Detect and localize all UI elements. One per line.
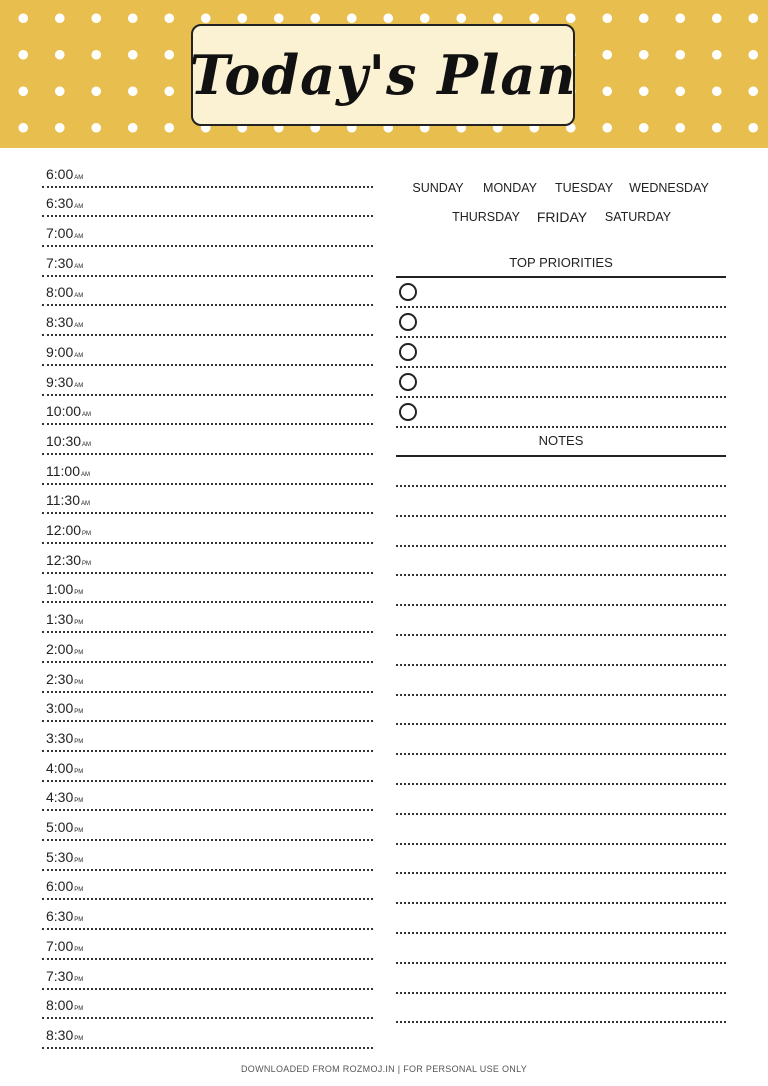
time-slot-row[interactable] <box>42 514 373 544</box>
note-line[interactable] <box>396 515 726 517</box>
time-slot-label <box>46 671 83 687</box>
time-slot-row[interactable] <box>42 871 373 901</box>
time-value: 12:30 <box>46 551 82 568</box>
time-period: PM <box>74 738 84 745</box>
title-box <box>191 24 575 126</box>
time-period: PM <box>82 531 92 538</box>
time-period: PM <box>74 590 84 597</box>
time-period: AM <box>74 234 84 241</box>
time-value: 1:00 <box>46 581 74 598</box>
time-slot-label <box>46 522 91 538</box>
time-value: 11:00 <box>46 462 80 479</box>
time-value: 7:30 <box>46 967 74 984</box>
time-period: PM <box>74 887 84 894</box>
time-slot-row[interactable] <box>42 663 373 693</box>
time-slot-label <box>46 849 83 865</box>
time-value: 6:00 <box>46 878 74 895</box>
time-value: 1:30 <box>46 611 74 628</box>
time-slot-label <box>46 997 83 1013</box>
time-value: 5:30 <box>46 848 74 865</box>
time-slot-row[interactable] <box>42 1019 373 1049</box>
time-slot-label <box>46 641 83 657</box>
time-value: 2:30 <box>46 670 74 687</box>
time-period: PM <box>74 649 84 656</box>
time-period: AM <box>81 471 90 478</box>
time-value: 6:30 <box>46 908 74 925</box>
day-option-wednesday[interactable]: WEDNESDAY <box>629 181 709 195</box>
time-slot-row[interactable] <box>42 693 373 723</box>
time-slot-row[interactable] <box>42 811 373 841</box>
time-slot-row[interactable] <box>42 901 373 931</box>
time-slot-row[interactable] <box>42 396 373 426</box>
time-slot-row[interactable] <box>42 217 373 247</box>
time-slot-label <box>46 492 90 508</box>
time-slot-label <box>46 700 83 716</box>
time-slot-label <box>46 255 83 271</box>
time-period: PM <box>74 1006 84 1013</box>
time-slot-row[interactable] <box>42 158 373 188</box>
time-period: AM <box>82 412 92 419</box>
time-slot-row[interactable] <box>42 277 373 307</box>
time-period: PM <box>74 709 84 716</box>
note-line[interactable] <box>396 574 726 576</box>
note-line[interactable] <box>396 664 726 666</box>
time-slot-row[interactable] <box>42 574 373 604</box>
time-period: PM <box>74 946 84 953</box>
time-slot-label <box>46 195 83 211</box>
time-slot-row[interactable] <box>42 485 373 515</box>
time-slot-row[interactable] <box>42 307 373 337</box>
priority-line[interactable] <box>396 306 726 308</box>
time-slot-row[interactable] <box>42 188 373 218</box>
priority-checkbox[interactable] <box>399 373 417 391</box>
time-period: AM <box>74 204 84 211</box>
day-option-sunday[interactable]: SUNDAY <box>412 181 464 195</box>
priority-checkbox[interactable] <box>399 283 417 301</box>
time-slot-row[interactable] <box>42 604 373 634</box>
priority-checkbox[interactable] <box>399 403 417 421</box>
priority-line[interactable] <box>396 426 726 428</box>
day-option-monday[interactable]: MONDAY <box>483 181 537 195</box>
time-slot-label <box>46 789 83 805</box>
time-period: PM <box>74 1035 84 1042</box>
time-slot-label <box>46 611 83 627</box>
note-line[interactable] <box>396 843 726 845</box>
note-line[interactable] <box>396 1021 726 1023</box>
time-slot-label <box>46 760 83 776</box>
time-slot-row[interactable] <box>42 990 373 1020</box>
time-slot-row[interactable] <box>42 960 373 990</box>
priority-checkbox[interactable] <box>399 313 417 331</box>
time-slot-row[interactable] <box>42 722 373 752</box>
time-value: 7:00 <box>46 937 74 954</box>
time-slot-row[interactable] <box>42 782 373 812</box>
time-slot-label <box>46 552 91 568</box>
time-period: PM <box>74 857 84 864</box>
time-value: 3:00 <box>46 700 74 717</box>
time-slot-row[interactable] <box>42 930 373 960</box>
priority-line[interactable] <box>396 336 726 338</box>
time-period: AM <box>74 323 84 330</box>
time-slot-label <box>46 403 91 419</box>
day-option-tuesday[interactable]: TUESDAY <box>554 181 614 195</box>
time-slot-label <box>46 968 83 984</box>
time-value: 9:00 <box>46 343 74 360</box>
time-period: PM <box>74 917 84 924</box>
time-value: 10:30 <box>46 432 82 449</box>
time-slot-label <box>46 433 91 449</box>
top-priorities-heading: TOP PRIORITIES <box>509 255 613 270</box>
time-value: 6:30 <box>46 195 74 212</box>
time-slot-row[interactable] <box>42 841 373 871</box>
time-slot-label <box>46 581 83 597</box>
time-period: AM <box>74 263 84 270</box>
note-line[interactable] <box>396 813 726 815</box>
time-period: PM <box>74 620 84 627</box>
note-line[interactable] <box>396 992 726 994</box>
time-slot-label <box>46 938 83 954</box>
notes-heading: NOTES <box>538 433 584 448</box>
time-slot-label <box>46 225 83 241</box>
day-option-friday[interactable]: FRIDAY <box>536 209 588 225</box>
time-slot-label <box>46 166 83 182</box>
time-value: 2:00 <box>46 640 74 657</box>
priority-line[interactable] <box>396 396 726 398</box>
time-period: AM <box>74 352 84 359</box>
day-option-thursday[interactable]: THURSDAY <box>452 210 520 224</box>
time-slot-row[interactable] <box>42 425 373 455</box>
day-option-saturday[interactable]: SATURDAY <box>604 210 672 224</box>
time-value: 6:00 <box>46 165 74 182</box>
time-slot-row[interactable] <box>42 544 373 574</box>
note-line[interactable] <box>396 753 726 755</box>
time-slot-label <box>46 374 83 390</box>
time-value: 3:30 <box>46 729 74 746</box>
priorities-divider <box>396 276 726 278</box>
time-value: 8:30 <box>46 314 74 331</box>
time-period: PM <box>74 976 84 983</box>
time-value: 12:00 <box>46 522 82 539</box>
time-period: AM <box>81 501 90 508</box>
footer-credit: DOWNLOADED FROM ROZMOJ.IN | FOR PERSONAL USE ONLY <box>240 1064 528 1074</box>
time-period: AM <box>82 441 92 448</box>
time-slot-label <box>46 730 83 746</box>
note-line[interactable] <box>396 783 726 785</box>
note-line[interactable] <box>396 694 726 696</box>
time-slot-label <box>46 819 83 835</box>
time-period: PM <box>74 798 84 805</box>
time-value: 10:00 <box>46 403 82 420</box>
time-slot-label <box>46 344 83 360</box>
page-title: Today's Plan <box>189 43 577 107</box>
time-period: AM <box>74 293 84 300</box>
time-slot-label <box>46 314 83 330</box>
time-period: PM <box>74 828 84 835</box>
time-slot-row[interactable] <box>42 247 373 277</box>
time-slot-row[interactable] <box>42 336 373 366</box>
time-value: 4:30 <box>46 789 74 806</box>
note-line[interactable] <box>396 634 726 636</box>
note-line[interactable] <box>396 723 726 725</box>
time-period: AM <box>74 174 84 181</box>
note-line[interactable] <box>396 932 726 934</box>
time-value: 7:00 <box>46 225 74 242</box>
time-slot-label <box>46 284 83 300</box>
time-period: PM <box>82 560 92 567</box>
priority-line[interactable] <box>396 366 726 368</box>
time-value: 8:00 <box>46 997 74 1014</box>
priority-checkbox[interactable] <box>399 343 417 361</box>
note-line[interactable] <box>396 902 726 904</box>
time-value: 4:00 <box>46 759 74 776</box>
note-line[interactable] <box>396 604 726 606</box>
polka-dot-header-banner <box>0 0 768 148</box>
notes-divider <box>396 455 726 457</box>
time-period: AM <box>74 382 84 389</box>
note-line[interactable] <box>396 962 726 964</box>
time-slot-label <box>46 1027 83 1043</box>
note-line[interactable] <box>396 545 726 547</box>
time-value: 9:30 <box>46 373 74 390</box>
time-slot-row[interactable] <box>42 366 373 396</box>
time-period: PM <box>74 679 84 686</box>
time-value: 5:00 <box>46 819 74 836</box>
time-value: 8:00 <box>46 284 74 301</box>
time-slot-row[interactable] <box>42 752 373 782</box>
time-value: 8:30 <box>46 1026 74 1043</box>
time-slot-row[interactable] <box>42 633 373 663</box>
note-line[interactable] <box>396 485 726 487</box>
time-value: 11:30 <box>46 492 80 509</box>
time-slot-label <box>46 908 83 924</box>
time-slot-label <box>46 878 83 894</box>
time-period: PM <box>74 768 84 775</box>
time-slot-label <box>46 463 90 479</box>
time-value: 7:30 <box>46 254 74 271</box>
time-slot-row[interactable] <box>42 455 373 485</box>
note-line[interactable] <box>396 872 726 874</box>
